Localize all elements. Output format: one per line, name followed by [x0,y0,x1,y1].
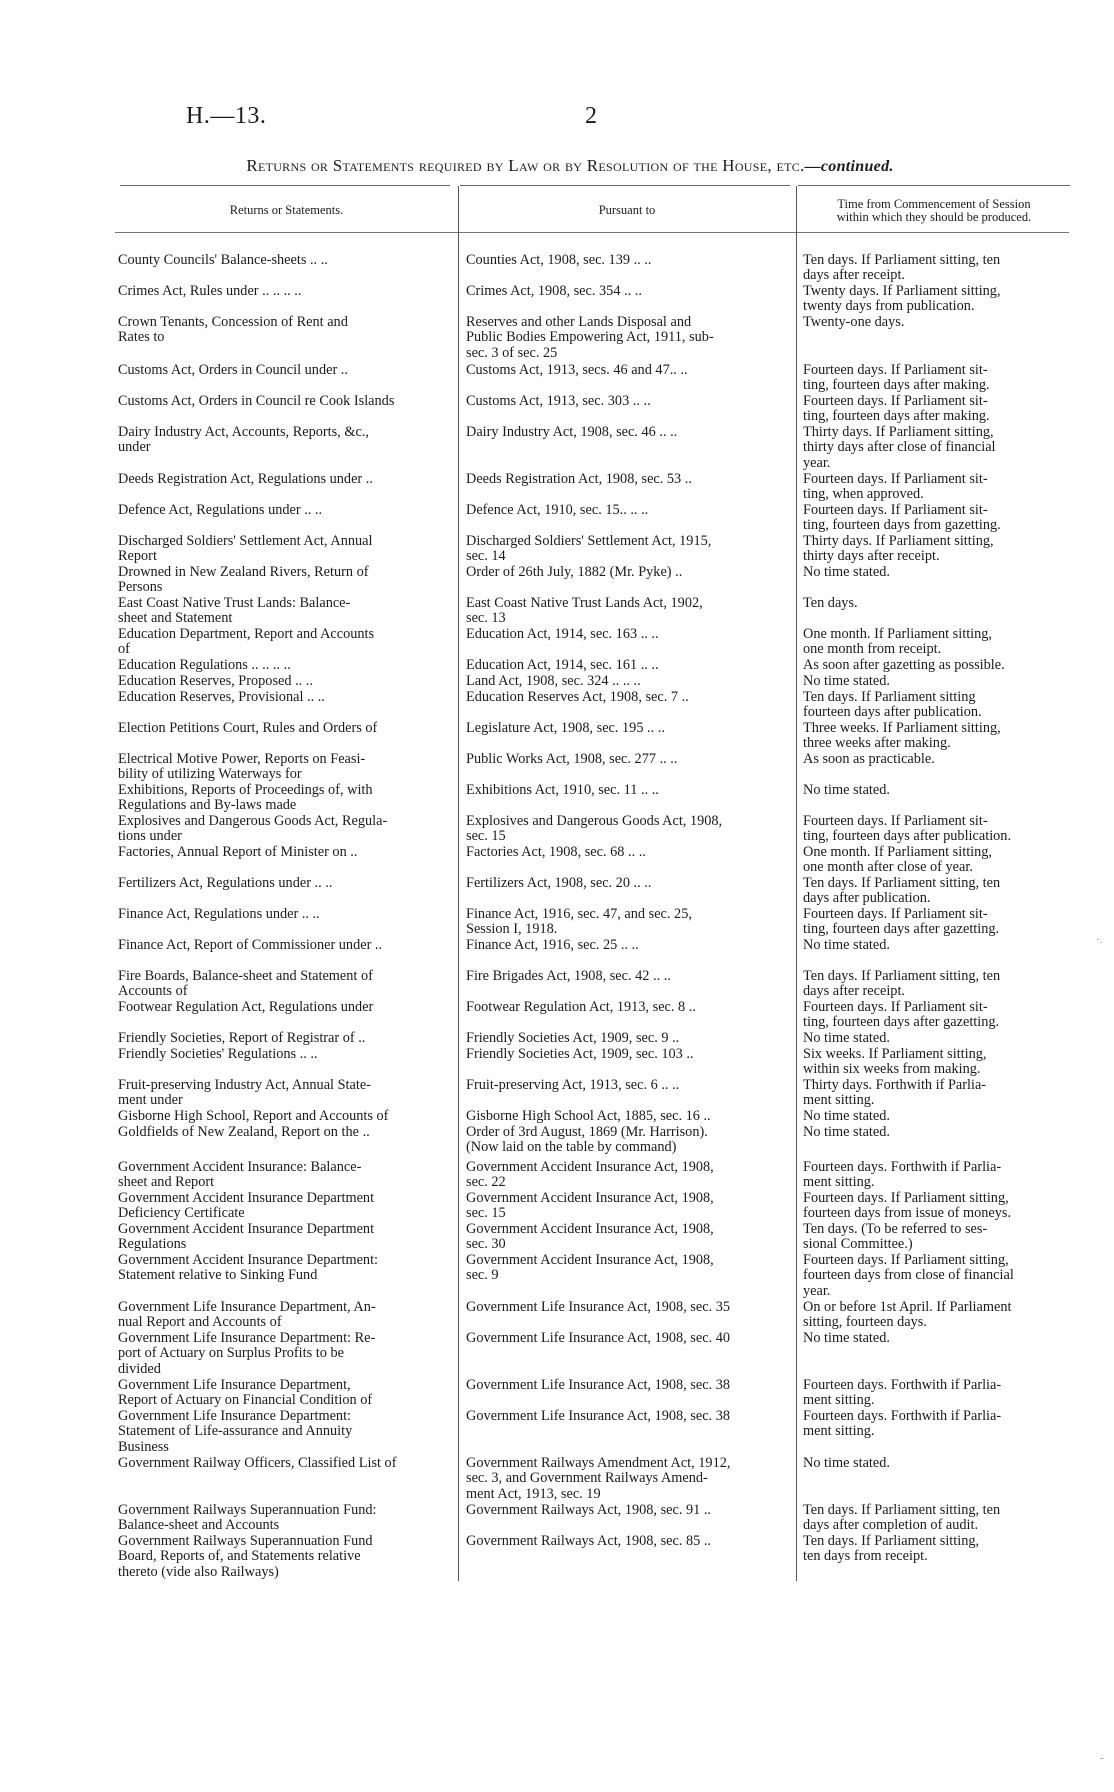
column-header-time: Time from Commencement of Session within which they should be produced. [836,197,1032,225]
return-name: Drowned in New Zealand Rivers, Return of Persons [118,564,369,596]
time-to-produce: No time stated. [803,1124,890,1140]
title-continued: —continued. [804,158,894,175]
time-to-produce: Fourteen days. If Parliament sit- ting, when approved. [803,471,988,503]
return-name: Gisborne High School, Report and Accounts of [118,1108,389,1124]
time-to-produce: No time stated. [803,673,890,689]
scan-mark: ·. [1096,934,1103,946]
return-name: Government Accident Insurance Department Deficiency Certificate [118,1190,375,1222]
pursuant-to: Order of 26th July, 1882 (Mr. Pyke) .. [466,564,683,580]
pursuant-to: Counties Act, 1908, sec. 139 .. .. [466,252,652,268]
time-to-produce: On or before 1st April. If Parliament sitting, fourteen days. [803,1299,1012,1331]
return-name: Friendly Societies' Regulations .. .. [118,1046,318,1062]
pursuant-to: Footwear Regulation Act, 1913, sec. 8 .. [466,999,696,1015]
return-name: Government Accident Insurance Department: Statement relative to Sinking Fund [118,1252,379,1284]
column-header-rule [115,232,1069,233]
time-to-produce: Ten days. If Parliament sitting, ten days from receipt. [803,1533,980,1565]
pursuant-to: Customs Act, 1913, sec. 303 .. .. [466,393,651,409]
pursuant-to: Friendly Societies Act, 1909, sec. 9 .. [466,1030,680,1046]
pursuant-to: Reserves and other Lands Disposal and Public Bodies Empowering Act, 1911, sub- sec. 3 of sec. 25 [466,314,714,361]
pursuant-to: Government Accident Insurance Act, 1908, sec. 30 [466,1221,714,1253]
return-name: Government Accident Insurance: Balance- sheet and Report [118,1159,362,1191]
time-to-produce: Fourteen days. If Parliament sit- ting, fourteen days after making. [803,393,990,425]
pursuant-to: Government Railways Amendment Act, 1912, sec. 3, and Government Railways Amend- ment Act, 1913, sec. 19 [466,1455,731,1502]
return-name: Government Railways Superannuation Fund Board, Reports of, and Statements relative thereto (vide also Railways) [118,1533,373,1580]
time-to-produce: Thirty days. If Parliament sitting, thirty days after close of financial year. [803,424,996,471]
time-to-produce: Six weeks. If Parliament sitting, within six weeks from making. [803,1046,987,1078]
pursuant-to: Friendly Societies Act, 1909, sec. 103 .. [466,1046,694,1062]
return-name: Deeds Registration Act, Regulations under .. [118,471,373,487]
return-name: Exhibitions, Reports of Proceedings of, with Regulations and By-laws made [118,782,373,814]
time-to-produce: Fourteen days. If Parliament sit- ting, fourteen days after gazetting. [803,999,1000,1031]
time-to-produce: Fourteen days. If Parliament sit- ting, fourteen days after making. [803,362,990,394]
time-to-produce: Ten days. If Parliament sitting fourteen days after publication. [803,689,982,721]
return-name: Fruit-preserving Industry Act, Annual State- ment under [118,1077,371,1109]
pursuant-to: Dairy Industry Act, 1908, sec. 46 .. .. [466,424,678,440]
pursuant-to: Factories Act, 1908, sec. 68 .. .. [466,844,646,860]
time-to-produce: One month. If Parliament sitting, one month after close of year. [803,844,993,876]
title-main: Returns or Statements required by Law or by Resolution of the House, etc. [246,156,805,175]
pursuant-to: Government Accident Insurance Act, 1908, sec. 15 [466,1190,714,1222]
return-name: Defence Act, Regulations under .. .. [118,502,323,518]
time-to-produce: Ten days. [803,595,858,611]
time-to-produce: Fourteen days. If Parliament sit- ting, fourteen days after publication. [803,813,1012,845]
pursuant-to: Government Railways Act, 1908, sec. 85 .. [466,1533,711,1549]
return-name: Explosives and Dangerous Goods Act, Regula- tions under [118,813,388,845]
return-name: Fire Boards, Balance-sheet and Statement of Accounts of [118,968,373,1000]
time-to-produce: No time stated. [803,1108,890,1124]
time-to-produce: Fourteen days. If Parliament sitting, fourteen days from close of financial year. [803,1252,1014,1299]
pursuant-to: Legislature Act, 1908, sec. 195 .. .. [466,720,665,736]
return-name: Dairy Industry Act, Accounts, Reports, &c., under [118,424,369,456]
scan-mark: - [1100,1752,1104,1764]
return-name: Friendly Societies, Report of Registrar of .. [118,1030,366,1046]
header-rule [460,185,790,186]
pursuant-to: Education Reserves Act, 1908, sec. 7 .. [466,689,689,705]
time-to-produce: Thirty days. If Parliament sitting, thirty days after receipt. [803,533,994,565]
pursuant-to: Exhibitions Act, 1910, sec. 11 .. .. [466,782,659,798]
column-divider [796,186,797,1581]
pursuant-to: East Coast Native Trust Lands Act, 1902, sec. 13 [466,595,703,627]
time-to-produce: Twenty-one days. [803,314,905,330]
pursuant-to: Government Life Insurance Act, 1908, sec. 38 [466,1408,731,1424]
return-name: Government Railway Officers, Classified List of [118,1455,397,1471]
pursuant-to: Government Life Insurance Act, 1908, sec. 40 [466,1330,731,1346]
time-to-produce: Twenty days. If Parliament sitting, twenty days from publication. [803,283,1001,315]
return-name: Footwear Regulation Act, Regulations under [118,999,374,1015]
return-name: Discharged Soldiers' Settlement Act, Annual Report [118,533,373,565]
paper-reference: H.—13. [186,103,267,129]
return-name: Electrical Motive Power, Reports on Feasi- bility of utilizing Waterways for [118,751,366,783]
pursuant-to: Government Railways Act, 1908, sec. 91 .. [466,1502,711,1518]
return-name: Crown Tenants, Concession of Rent and Rates to [118,314,348,346]
time-to-produce: Fourteen days. If Parliament sit- ting, fourteen days after gazetting. [803,906,1000,938]
pursuant-to: Fire Brigades Act, 1908, sec. 42 .. .. [466,968,671,984]
column-header-pursuant: Pursuant to [598,203,656,217]
return-name: Election Petitions Court, Rules and Orders of [118,720,378,736]
pursuant-to: Customs Act, 1913, secs. 46 and 47.. .. [466,362,688,378]
pursuant-to: Deeds Registration Act, 1908, sec. 53 .. [466,471,692,487]
pursuant-to: Explosives and Dangerous Goods Act, 1908, sec. 15 [466,813,723,845]
pursuant-to: Fertilizers Act, 1908, sec. 20 .. .. [466,875,652,891]
time-to-produce: Fourteen days. If Parliament sit- ting, fourteen days from gazetting. [803,502,1001,534]
return-name: Crimes Act, Rules under .. .. .. .. [118,283,302,299]
time-to-produce: Fourteen days. Forthwith if Parlia- ment sitting. [803,1377,1002,1409]
return-name: Government Life Insurance Department, An- nual Report and Accounts of [118,1299,376,1331]
pursuant-to: Defence Act, 1910, sec. 15.. .. .. [466,502,649,518]
return-name: Finance Act, Report of Commissioner under .. [118,937,383,953]
time-to-produce: No time stated. [803,1030,890,1046]
time-to-produce: No time stated. [803,937,890,953]
return-name: Government Life Insurance Department: Re- port of Actuary on Surplus Profits to be divided [118,1330,376,1377]
time-to-produce: As soon as practicable. [803,751,935,767]
pursuant-to: Government Life Insurance Act, 1908, sec. 35 [466,1299,731,1315]
pursuant-to: Education Act, 1914, sec. 161 .. .. [466,657,659,673]
time-to-produce: Ten days. If Parliament sitting, ten days after completion of audit. [803,1502,1001,1534]
return-name: Finance Act, Regulations under .. .. [118,906,320,922]
time-to-produce: One month. If Parliament sitting, one month from receipt. [803,626,993,658]
return-name: County Councils' Balance-sheets .. .. [118,252,328,268]
return-name: Government Accident Insurance Department Regulations [118,1221,375,1253]
pursuant-to: Finance Act, 1916, sec. 25 .. .. [466,937,639,953]
pursuant-to: Land Act, 1908, sec. 324 .. .. .. [466,673,641,689]
pursuant-to: Education Act, 1914, sec. 163 .. .. [466,626,659,642]
time-to-produce: Fourteen days. If Parliament sitting, fourteen days from issue of moneys. [803,1190,1012,1222]
time-to-produce: Ten days. If Parliament sitting, ten days after receipt. [803,252,1001,284]
return-name: Government Life Insurance Department: Statement of Life-assurance and Annuity Business [118,1408,353,1455]
header-rule [798,185,1070,186]
return-name: East Coast Native Trust Lands: Balance- sheet and Statement [118,595,351,627]
pursuant-to: Public Works Act, 1908, sec. 277 .. .. [466,751,678,767]
column-header-returns: Returns or Statements. [229,203,344,217]
time-to-produce: As soon after gazetting as possible. [803,657,1005,673]
return-name: Factories, Annual Report of Minister on .. [118,844,358,860]
pursuant-to: Gisborne High School Act, 1885, sec. 16 .. [466,1108,711,1124]
column-divider [458,186,459,1581]
return-name: Education Regulations .. .. .. .. [118,657,291,673]
return-name: Fertilizers Act, Regulations under .. .. [118,875,333,891]
page-number: 2 [585,103,597,129]
time-to-produce: Ten days. (To be referred to ses- sional Committee.) [803,1221,988,1253]
time-to-produce: Fourteen days. Forthwith if Parlia- ment sitting. [803,1408,1002,1440]
time-to-produce: Ten days. If Parliament sitting, ten days after publication. [803,875,1001,907]
pursuant-to: Government Accident Insurance Act, 1908, sec. 9 [466,1252,714,1284]
pursuant-to: Finance Act, 1916, sec. 47, and sec. 25, Session I, 1918. [466,906,692,938]
time-to-produce: Thirty days. Forthwith if Parlia- ment sitting. [803,1077,987,1109]
return-name: Customs Act, Orders in Council under .. [118,362,348,378]
time-to-produce: No time stated. [803,1455,890,1471]
time-to-produce: No time stated. [803,1330,890,1346]
pursuant-to: Crimes Act, 1908, sec. 354 .. .. [466,283,642,299]
time-to-produce: No time stated. [803,782,890,798]
header-rule [120,185,450,186]
return-name: Education Department, Report and Accounts of [118,626,375,658]
pursuant-to: Government Accident Insurance Act, 1908, sec. 22 [466,1159,714,1191]
time-to-produce: Ten days. If Parliament sitting, ten days after receipt. [803,968,1001,1000]
return-name: Government Life Insurance Department, Report of Actuary on Financial Condition of [118,1377,373,1409]
return-name: Government Railways Superannuation Fund: Balance-sheet and Accounts [118,1502,377,1534]
time-to-produce: Three weeks. If Parliament sitting, three weeks after making. [803,720,1001,752]
pursuant-to: Order of 3rd August, 1869 (Mr. Harrison). (Now laid on the table by command) [466,1124,708,1156]
pursuant-to: Fruit-preserving Act, 1913, sec. 6 .. .. [466,1077,680,1093]
return-name: Customs Act, Orders in Council re Cook Islands [118,393,395,409]
pursuant-to: Discharged Soldiers' Settlement Act, 1915, sec. 14 [466,533,712,565]
return-name: Education Reserves, Provisional .. .. [118,689,325,705]
page-title [70,156,1070,176]
pursuant-to: Government Life Insurance Act, 1908, sec. 38 [466,1377,731,1393]
time-to-produce: No time stated. [803,564,890,580]
time-to-produce: Fourteen days. Forthwith if Parlia- ment sitting. [803,1159,1002,1191]
return-name: Education Reserves, Proposed .. .. [118,673,313,689]
return-name: Goldfields of New Zealand, Report on the .. [118,1124,370,1140]
